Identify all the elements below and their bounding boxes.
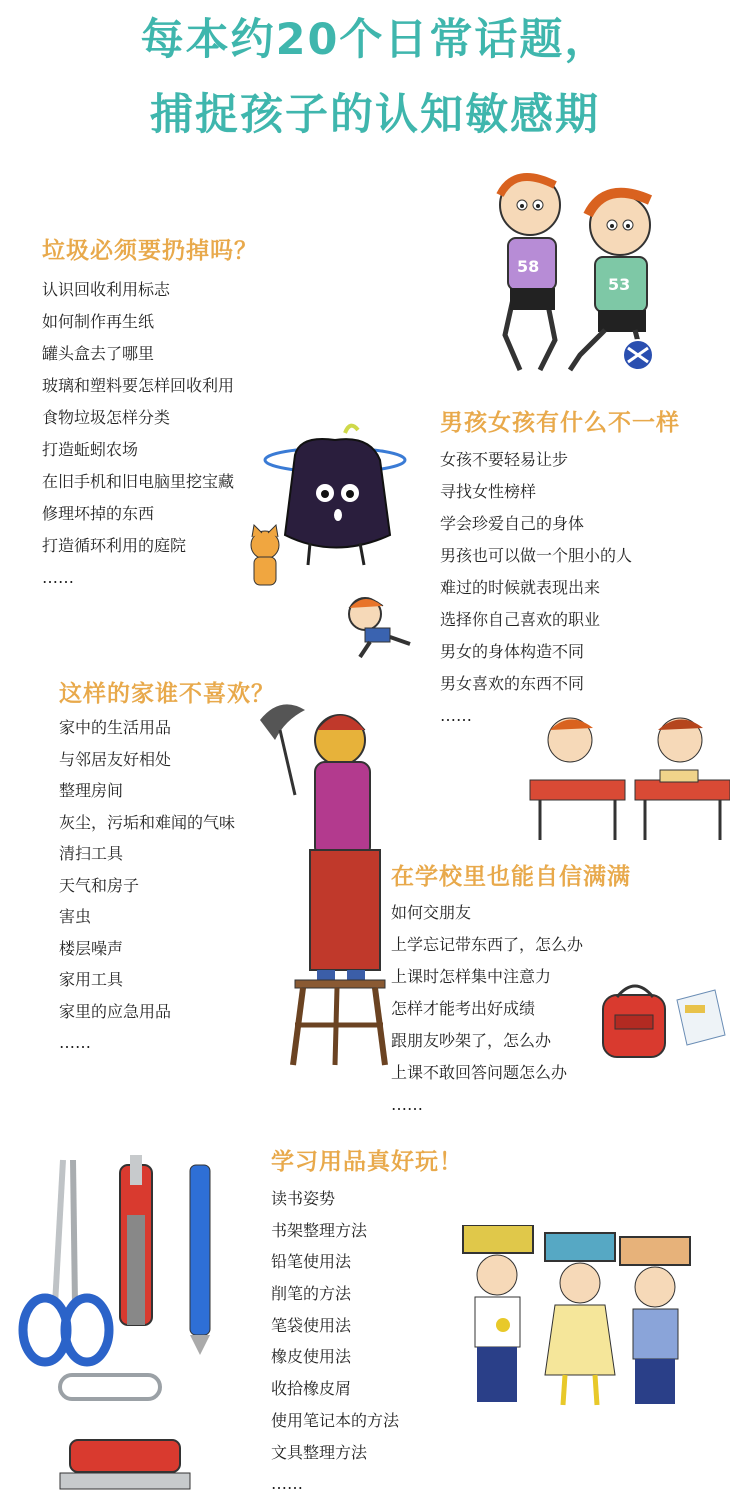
list-item: 打造循环利用的庭院 <box>42 536 187 555</box>
list-item: 家用工具 <box>59 970 124 989</box>
list-item: 如何制作再生纸 <box>42 312 155 331</box>
list-item: 清扫工具 <box>59 844 124 863</box>
list-item: 修理坏掉的东西 <box>42 504 155 523</box>
list-item: 男孩也可以做一个胆小的人 <box>440 546 633 565</box>
topic-list-boys-girls <box>440 444 632 732</box>
list-item: 跟朋友吵架了，怎么办 <box>391 1031 552 1050</box>
svg-text:58: 58 <box>517 257 540 276</box>
running-kid-illustration <box>335 592 415 662</box>
list-item: …… <box>440 706 472 725</box>
list-item: 读书姿势 <box>271 1189 336 1208</box>
list-item: 上课不敢回答问题怎么办 <box>391 1063 568 1082</box>
list-item: 罐头盒去了哪里 <box>42 344 155 363</box>
section-title-boys-girls: 男孩女孩有什么不一样 <box>440 410 680 436</box>
stationery-illustration <box>15 1155 255 1495</box>
svg-text:53: 53 <box>608 275 631 294</box>
list-item: …… <box>59 1033 91 1052</box>
list-item: 橡皮使用法 <box>271 1347 352 1367</box>
headline-line-2: 捕捉孩子的认知敏感期 <box>150 90 600 140</box>
list-item: 女孩不要轻易让步 <box>440 450 569 469</box>
section-title-supplies: 学习用品真好玩！ <box>271 1149 463 1175</box>
topic-list-recycling <box>42 274 234 594</box>
list-item: 如何交朋友 <box>391 903 472 922</box>
topic-list-home <box>59 712 235 1059</box>
list-item: 男女的身体构造不同 <box>440 642 585 661</box>
list-item: 文具整理方法 <box>271 1442 368 1462</box>
list-item: 打造蚯蚓农场 <box>42 440 139 459</box>
list-item: 认识回收利用标志 <box>42 280 171 299</box>
list-item: 笔袋使用法 <box>271 1315 352 1335</box>
list-item: 收拾橡皮屑 <box>271 1379 352 1399</box>
section-title-recycling: 垃圾必须要扔掉吗？ <box>42 238 258 264</box>
list-item: 天气和房子 <box>59 875 140 895</box>
list-item: 家中的生活用品 <box>59 718 172 737</box>
list-item: 上学忘记带东西了，怎么办 <box>391 935 584 954</box>
list-item: 难过的时候就表现出来 <box>440 578 601 597</box>
headline-line-1: 每本约20个日常话题， <box>140 15 610 65</box>
list-item: 与邻居友好相处 <box>59 749 172 769</box>
trash-bag-monster-illustration <box>240 415 420 595</box>
list-item: 上课时怎样集中注意力 <box>391 967 552 986</box>
topic-list-supplies <box>271 1183 399 1500</box>
list-item: 整理房间 <box>59 781 124 800</box>
list-item: 使用笔记本的方法 <box>271 1410 400 1430</box>
list-item: 食物垃圾怎样分类 <box>42 408 171 427</box>
list-item: 男女喜欢的东西不同 <box>440 674 585 693</box>
kids-with-books-illustration <box>435 1225 720 1410</box>
list-item: 削笔的方法 <box>271 1284 352 1304</box>
list-item: …… <box>42 568 74 587</box>
topic-list-school <box>391 897 583 1121</box>
section-title-home: 这样的家谁不喜欢？ <box>59 681 275 707</box>
school-desks-kids-illustration <box>525 710 730 845</box>
list-item: 寻找女性榜样 <box>440 482 537 501</box>
list-item: 铅笔使用法 <box>271 1252 352 1272</box>
soccer-kids-illustration <box>470 160 700 390</box>
list-item: 楼层噪声 <box>59 938 124 958</box>
list-item: 玻璃和塑料要怎样回收利用 <box>42 376 235 395</box>
list-item: 害虫 <box>59 907 92 926</box>
list-item: 书架整理方法 <box>271 1220 368 1240</box>
section-title-school: 在学校里也能自信满满 <box>391 864 631 890</box>
list-item: 在旧手机和旧电脑里挖宝藏 <box>42 472 235 491</box>
list-item: 学会珍爱自己的身体 <box>440 514 585 533</box>
cleaning-woman-illustration <box>255 700 390 1070</box>
red-backpack-illustration <box>595 975 730 1060</box>
list-item: …… <box>391 1095 423 1114</box>
list-item: 灰尘，污垢和难闻的气味 <box>59 812 236 832</box>
list-item: 选择你自己喜欢的职业 <box>440 610 601 629</box>
list-item: 家里的应急用品 <box>59 1001 172 1021</box>
list-item: 怎样才能考出好成绩 <box>391 999 536 1018</box>
list-item: …… <box>271 1474 303 1494</box>
